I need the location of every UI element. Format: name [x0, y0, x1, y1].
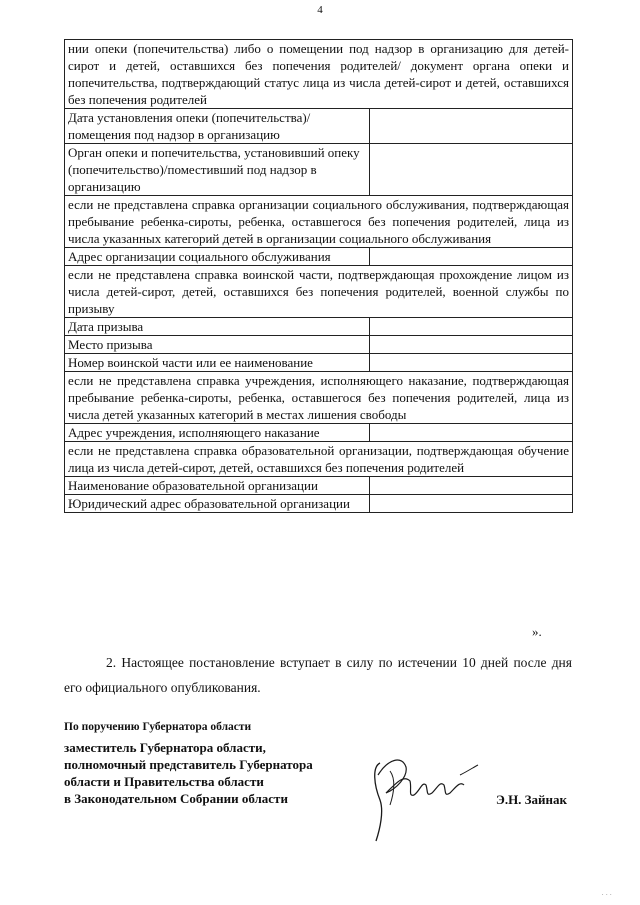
field-label: Наименование образовательной организации — [65, 477, 370, 495]
table-row — [65, 144, 573, 196]
official-title-line: заместитель Губернатора области, — [64, 740, 266, 755]
official-title-line: полномочный представитель Губернатора — [64, 757, 313, 772]
field-value[interactable] — [370, 354, 573, 372]
field-label: Дата установления опеки (попечительства)/помещения под надзор в организацию — [65, 109, 370, 144]
table-row — [65, 372, 573, 424]
section-note: если не представлена справка учреждения, исполняющего наказание, подтверждающая пребывание ребенка-сироты, ребенка, оставшегося без попечения родителей, лица из числа детей указанных категорий в местах лишения свободы — [65, 372, 573, 424]
by-order-line: По поручению Губернатора области — [64, 721, 252, 733]
field-label: Место призыва — [65, 336, 370, 354]
signatory-name: Э.Н. Зайнак — [496, 792, 568, 807]
field-label: Орган опеки и попечительства, установивший опеку (попечительство)/поместивший под надзор в организацию — [65, 144, 370, 196]
table-row — [65, 40, 573, 109]
page-number: 4 — [317, 4, 323, 16]
field-value[interactable] — [370, 495, 573, 513]
field-label: Дата призыва — [65, 318, 370, 336]
official-title — [64, 739, 313, 807]
table-row — [65, 354, 573, 372]
field-value[interactable] — [370, 477, 573, 495]
field-value[interactable] — [370, 248, 573, 266]
table-row — [65, 477, 573, 495]
table-row — [65, 495, 573, 513]
field-label: Адрес организации социального обслуживания — [65, 248, 370, 266]
official-title-line: области и Правительства области — [64, 774, 264, 789]
field-value[interactable] — [370, 144, 573, 196]
form-table — [64, 39, 573, 513]
field-label: Адрес учреждения, исполняющего наказание — [65, 424, 370, 442]
effective-date-paragraph: 2. Настоящее постановление вступает в силу по истечении 10 дней после дня его официального опубликования. — [64, 655, 572, 695]
field-value[interactable] — [370, 424, 573, 442]
table-row — [65, 196, 573, 248]
table-row — [65, 442, 573, 477]
table-row — [65, 109, 573, 144]
field-label: Юридический адрес образовательной организации — [65, 495, 370, 513]
section-note: нии опеки (попечительства) либо о помещении под надзор в организацию для детей-сирот и детей, оставшихся без попечения родителей/ документ органа опеки и попечительства, подтверждающий статус лица из числа детей-сирот и детей, оставшихся без попечения родителей — [65, 40, 573, 109]
table-row — [65, 248, 573, 266]
section-note: если не представлена справка организации социального обслуживания, подтверждающая пребывание ребенка-сироты, ребенка, оставшегося без попечения родителей, лица из числа указанных категорий детей в организации социального обслуживания — [65, 196, 573, 248]
official-title-line: в Законодательном Собрании области — [64, 791, 288, 806]
section-note: если не представлена справка образовательной организации, подтверждающая обучение лица из числа детей-сирот, детей, оставшихся без попечения родителей — [65, 442, 573, 477]
table-row — [65, 424, 573, 442]
closing-quote-mark: ». — [532, 624, 542, 639]
section-note: если не представлена справка воинской части, подтверждающая прохождение лицом из числа детей-сирот, детей, оставшихся без попечения родителей, военной службы по призыву — [65, 266, 573, 318]
corner-mark: · · · — [601, 891, 612, 899]
field-label: Номер воинской части или ее наименование — [65, 354, 370, 372]
handwritten-signature — [350, 745, 485, 845]
table-row — [65, 266, 573, 318]
field-value[interactable] — [370, 318, 573, 336]
table-row — [65, 318, 573, 336]
table-row — [65, 336, 573, 354]
field-value[interactable] — [370, 336, 573, 354]
field-value[interactable] — [370, 109, 573, 144]
